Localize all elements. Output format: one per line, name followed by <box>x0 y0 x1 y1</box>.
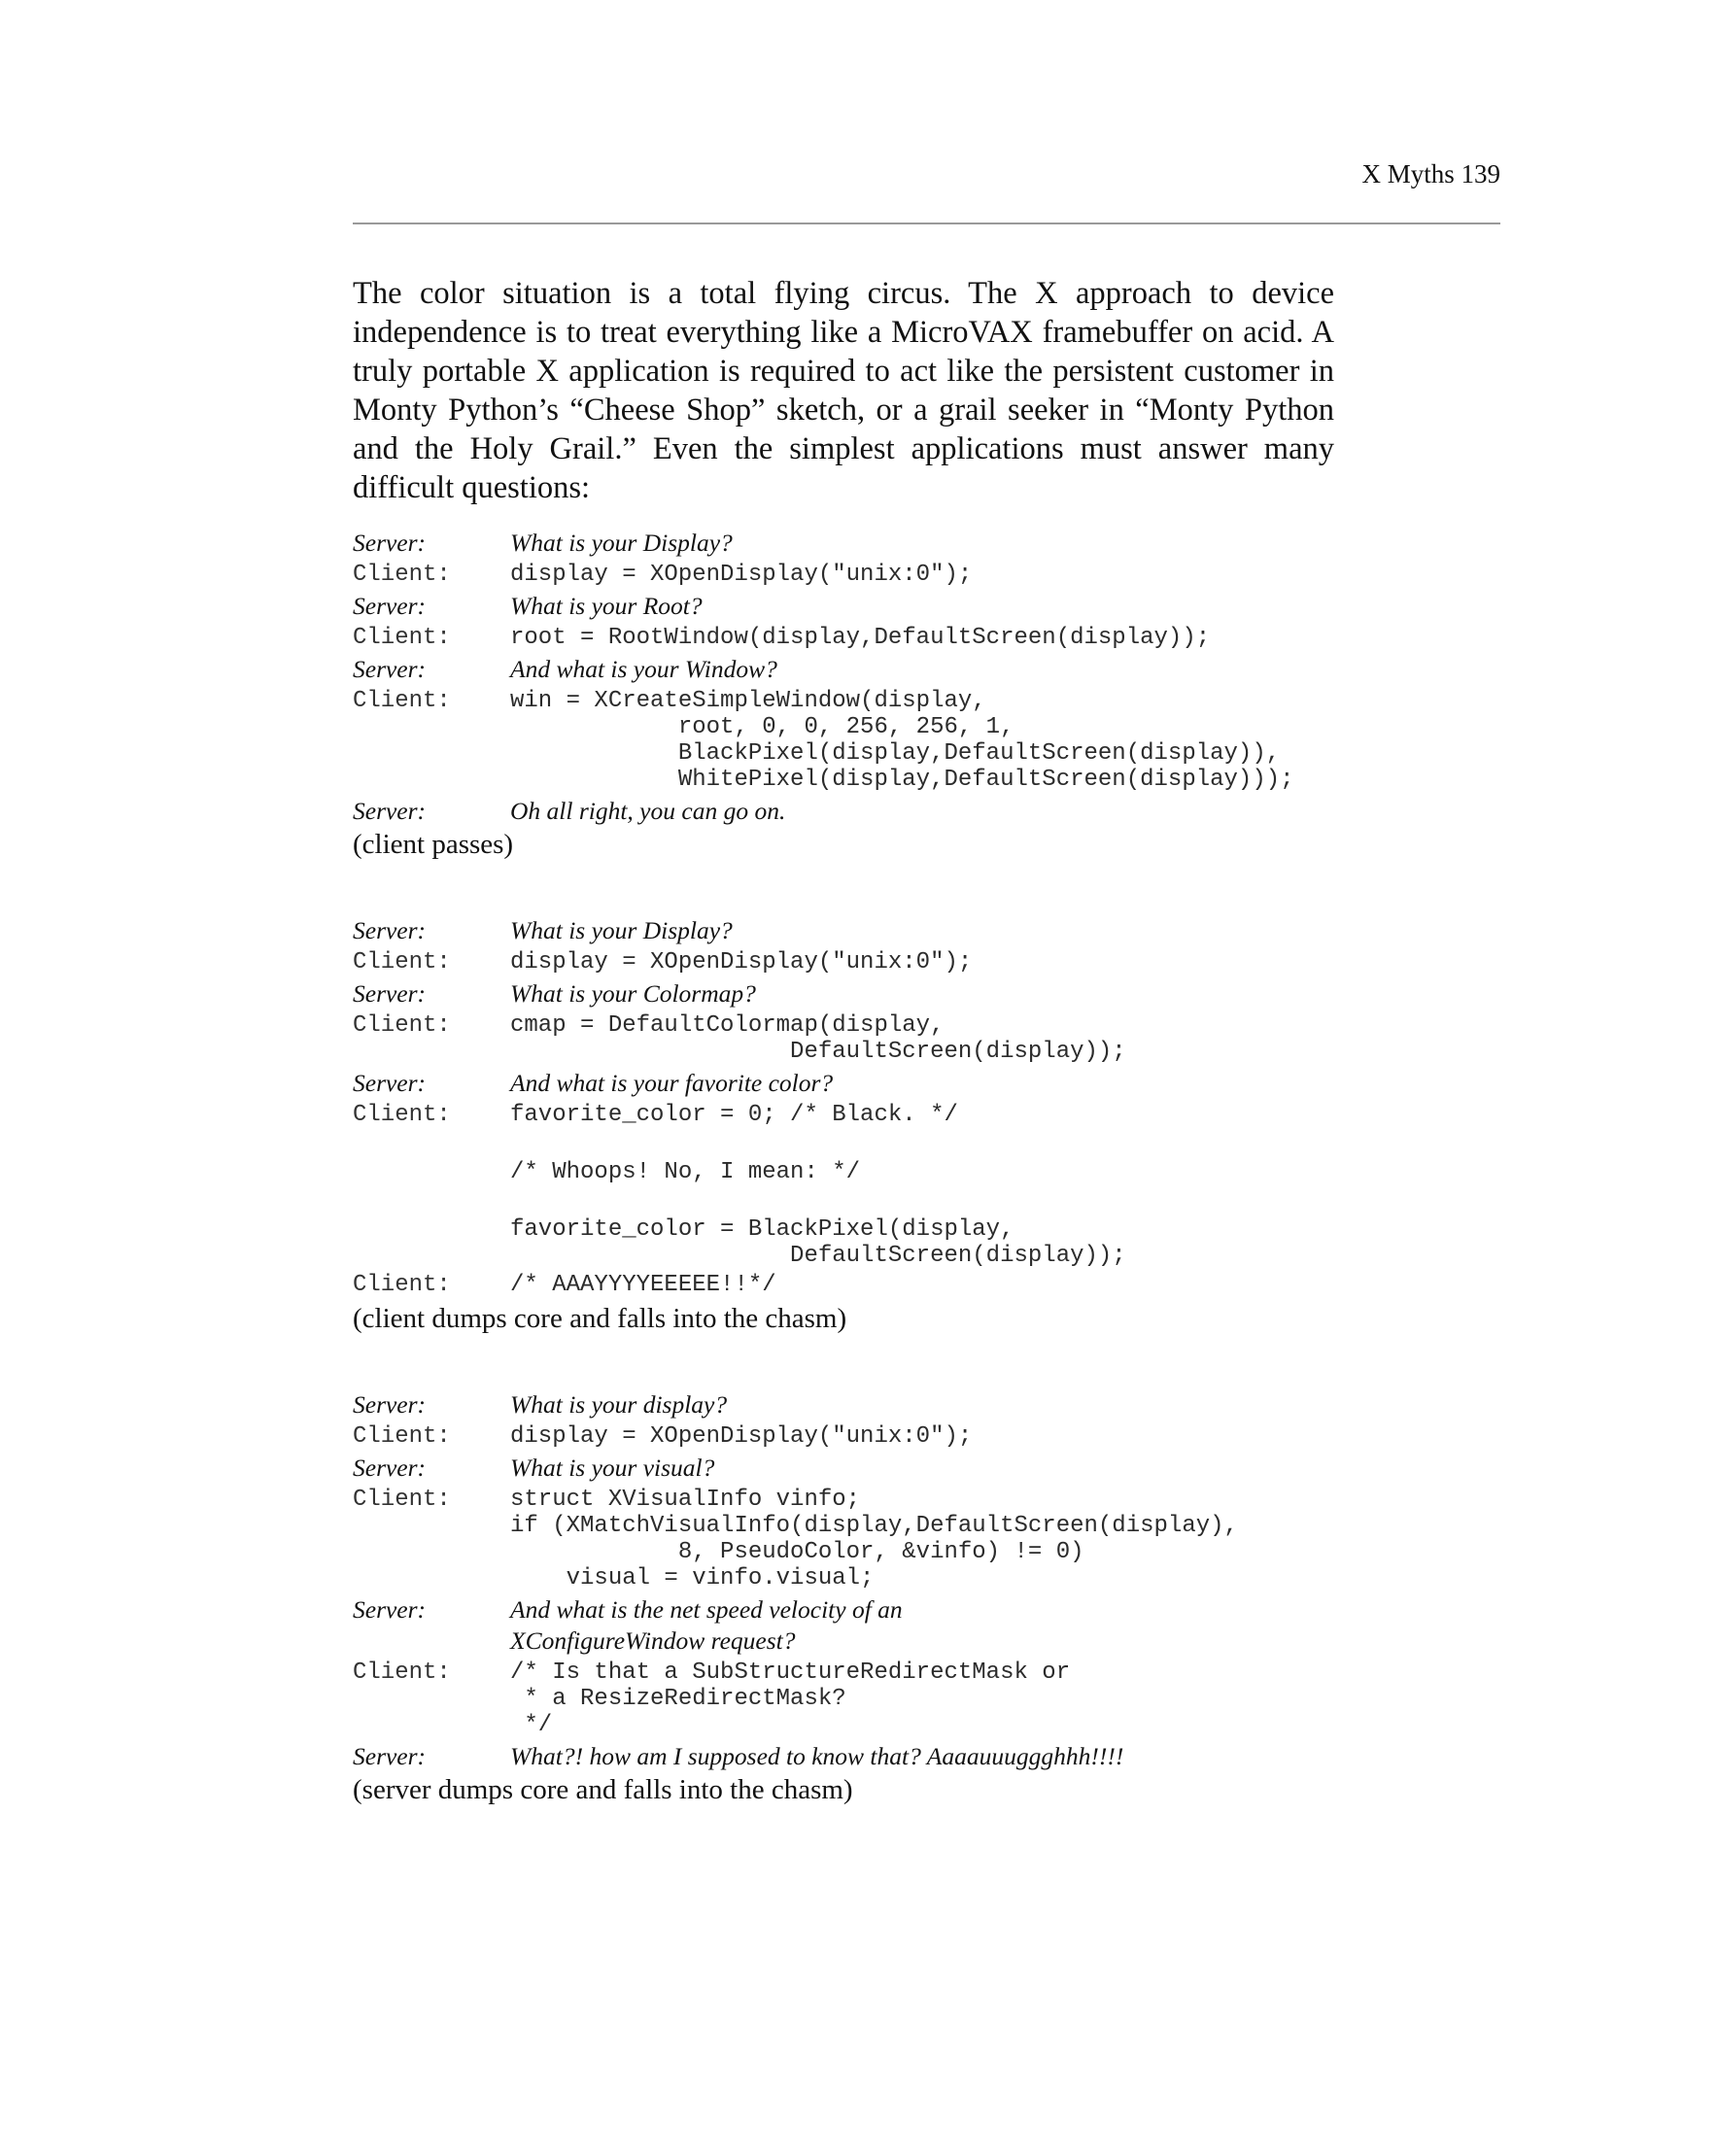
speaker-server: Server: <box>353 655 427 683</box>
client-code: display = XOpenDisplay("unix:0"); <box>510 562 973 588</box>
server-line <box>353 1741 1334 1772</box>
server-question: Oh all right, you can go on. <box>510 797 786 825</box>
server-question: And what is the net speed velocity of an XConfigureWindow request? <box>510 1595 903 1655</box>
server-line <box>353 1453 1334 1484</box>
client-line <box>353 1272 1334 1298</box>
client-code: display = XOpenDisplay("unix:0"); <box>510 1423 973 1450</box>
dialogue-outcome: (server dumps core and falls into the chasm) <box>353 1774 853 1805</box>
code-spacer <box>353 1188 1334 1214</box>
speaker-server: Server: <box>353 1454 427 1482</box>
client-line <box>353 949 1334 975</box>
client-line <box>353 1012 1334 1065</box>
server-line <box>353 1068 1334 1099</box>
page-body <box>353 274 1334 1807</box>
speaker-server: Server: <box>353 1742 427 1770</box>
server-line <box>353 978 1334 1010</box>
speaker-client: Client: <box>353 1012 451 1039</box>
speaker-server: Server: <box>353 1069 427 1097</box>
client-line <box>353 1102 1334 1128</box>
server-question: What is your Display? <box>510 916 733 944</box>
server-question: What is your visual? <box>510 1454 715 1482</box>
client-line <box>353 1660 1334 1738</box>
server-line <box>353 915 1334 946</box>
client-line <box>353 1487 1334 1591</box>
client-code: display = XOpenDisplay("unix:0"); <box>510 949 973 975</box>
server-question: And what is your favorite color? <box>510 1069 834 1097</box>
running-head: X Myths 139 <box>1361 159 1500 188</box>
server-line <box>353 591 1334 622</box>
dialogue-outcome: (client dumps core and falls into the chasm) <box>353 1303 847 1334</box>
client-code: root = RootWindow(display,DefaultScreen(display)); <box>510 625 1211 651</box>
intro-paragraph: The color situation is a total flying circus. The X approach to device independence is to treat everything like a MicroVAX framebuffer on acid. A truly portable X application is required to act like the persistent customer in Monty Python’s “Cheese Shop” sketch, or a grail seeker in “Monty Python and the Holy Grail.” Even the simplest applications must answer many difficult questions: <box>353 276 1334 505</box>
server-question: What?! how am I supposed to know that? Aaaauuuggghhh!!!! <box>510 1742 1124 1770</box>
client-line <box>353 1423 1334 1450</box>
speaker-client: Client: <box>353 1272 451 1298</box>
speaker-server: Server: <box>353 529 427 557</box>
speaker-server: Server: <box>353 797 427 825</box>
code-spacer <box>353 1131 1334 1156</box>
dialogue-block-1 <box>353 528 1334 862</box>
client-code: favorite_color = BlackPixel(display, DefaultScreen(display)); <box>510 1216 1126 1269</box>
speaker-client: Client: <box>353 562 451 588</box>
client-line <box>353 625 1334 651</box>
server-line <box>353 654 1334 685</box>
server-line <box>353 1594 1334 1657</box>
client-line <box>353 562 1334 588</box>
speaker-server: Server: <box>353 979 427 1008</box>
client-code: struct XVisualInfo vinfo; if (XMatchVisualInfo(display,DefaultScreen(display), 8, PseudoColor, &vinfo) != 0) visual = vinfo.visual; <box>510 1487 1238 1591</box>
server-question: What is your Root? <box>510 592 703 620</box>
server-line <box>353 796 1334 827</box>
client-code: win = XCreateSimpleWindow(display, root, 0, 0, 256, 256, 1, BlackPixel(display,DefaultScreen(display)), WhitePixel(display,DefaultScreen(display))); <box>510 688 1294 793</box>
header-rule <box>353 222 1500 224</box>
speaker-client: Client: <box>353 1487 451 1513</box>
client-line <box>353 1216 1334 1269</box>
speaker-client: Client: <box>353 1423 451 1450</box>
speaker-client: Client: <box>353 625 451 651</box>
dialogue-block-3 <box>353 1389 1334 1807</box>
client-line <box>353 688 1334 793</box>
speaker-server: Server: <box>353 916 427 944</box>
client-code: favorite_color = 0; /* Black. */ <box>510 1102 958 1128</box>
speaker-client: Client: <box>353 688 451 714</box>
server-question: And what is your Window? <box>510 655 777 683</box>
server-question: What is your display? <box>510 1390 728 1419</box>
speaker-server: Server: <box>353 1595 427 1624</box>
server-line <box>353 528 1334 559</box>
client-line <box>353 1159 1334 1185</box>
client-code-comment: /* Is that a SubStructureRedirectMask or * a ResizeRedirectMask? */ <box>510 1660 1071 1738</box>
speaker-client: Client: <box>353 1102 451 1128</box>
client-code: cmap = DefaultColormap(display, DefaultScreen(display)); <box>510 1012 1126 1065</box>
dialogue-block-2 <box>353 915 1334 1336</box>
dialogue-outcome: (client passes) <box>353 829 514 860</box>
client-code: /* AAAYYYYEEEEE!!*/ <box>510 1272 776 1298</box>
speaker-server: Server: <box>353 1390 427 1419</box>
speaker-server: Server: <box>353 592 427 620</box>
server-line <box>353 1389 1334 1420</box>
server-question: What is your Colormap? <box>510 979 756 1008</box>
speaker-client: Client: <box>353 949 451 975</box>
client-code-comment: /* Whoops! No, I mean: */ <box>510 1159 861 1185</box>
server-question: What is your Display? <box>510 529 733 557</box>
speaker-client: Client: <box>353 1660 451 1686</box>
